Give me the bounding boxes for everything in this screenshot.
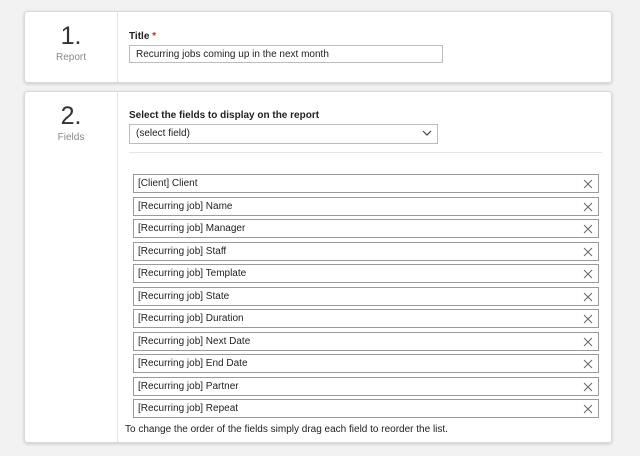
field-item[interactable] [133, 219, 599, 238]
close-icon[interactable] [583, 202, 593, 212]
close-icon[interactable] [583, 382, 593, 392]
fields-step [25, 92, 118, 442]
step-name: Report [55, 52, 86, 63]
close-icon[interactable] [583, 247, 593, 257]
close-icon[interactable] [583, 359, 593, 369]
field-item-label: [Recurring job] Partner [138, 380, 239, 392]
field-item-label: [Recurring job] Repeat [138, 403, 239, 414]
close-icon[interactable] [583, 404, 593, 414]
field-item-label: [Recurring job] Staff [138, 245, 227, 257]
divider [129, 152, 602, 153]
field-item[interactable] [133, 174, 599, 193]
close-icon[interactable] [583, 314, 593, 324]
field-item[interactable] [133, 399, 599, 418]
title-input[interactable] [129, 45, 443, 63]
fields-section [24, 91, 612, 443]
field-item-label: [Recurring job] Template [138, 268, 247, 279]
field-select[interactable] [129, 124, 438, 144]
title-label-text: Title [129, 31, 150, 42]
field-item[interactable] [133, 197, 599, 216]
close-icon[interactable] [583, 337, 593, 347]
field-item[interactable] [133, 309, 599, 328]
close-icon[interactable] [583, 269, 593, 279]
field-item-label: [Recurring job] Next Date [138, 335, 251, 347]
field-item[interactable] [133, 264, 599, 283]
field-item[interactable] [133, 332, 599, 351]
field-item[interactable] [133, 354, 599, 373]
report-section [24, 11, 612, 83]
close-icon[interactable] [583, 179, 593, 189]
select-fields-label: Select the fields to display on the report [129, 110, 320, 121]
field-item-label: [Client] Client [138, 178, 198, 189]
step-name: Fields [57, 132, 85, 143]
field-item[interactable] [133, 377, 599, 396]
step-number: 1. [60, 22, 82, 50]
field-item-label: [Recurring job] Manager [138, 223, 246, 234]
field-list [133, 174, 599, 422]
field-item[interactable] [133, 242, 599, 261]
title-label [129, 31, 156, 42]
report-content [118, 12, 611, 82]
chevron-down-icon [422, 130, 432, 137]
field-select-value: (select field) [136, 128, 190, 139]
field-item-label: [Recurring job] End Date [138, 358, 248, 369]
field-item-label: [Recurring job] Duration [138, 313, 244, 324]
fields-content [118, 92, 611, 442]
help-text: To change the order of the fields simply drag each field to reorder the list. [125, 424, 448, 435]
field-item-label: [Recurring job] Name [138, 200, 233, 212]
required-mark: * [152, 31, 157, 42]
close-icon[interactable] [583, 224, 593, 234]
report-step [25, 12, 118, 82]
step-number: 2. [60, 102, 82, 130]
field-item-label: [Recurring job] State [138, 290, 230, 302]
close-icon[interactable] [583, 292, 593, 302]
field-item[interactable] [133, 287, 599, 306]
